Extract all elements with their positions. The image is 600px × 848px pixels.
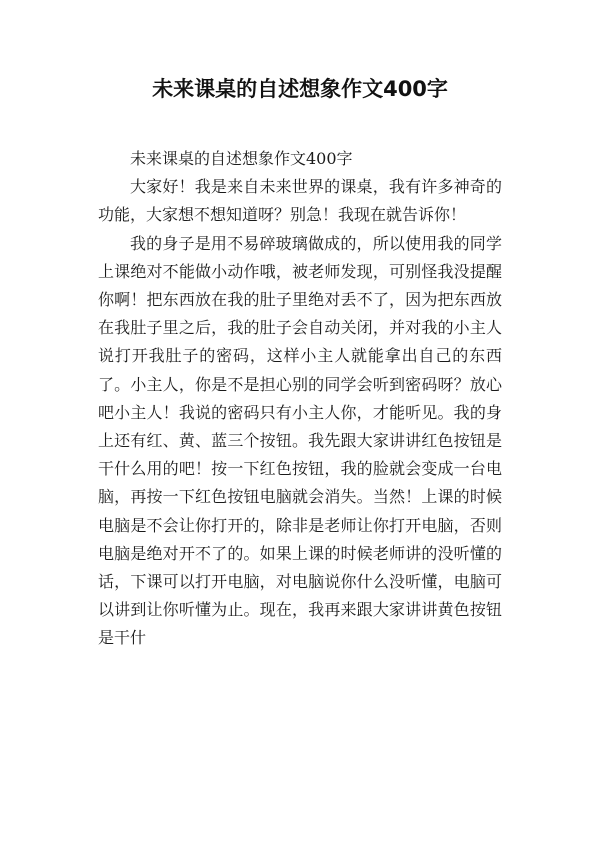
paragraph-features: 我的身子是用不易碎玻璃做成的，所以使用我的同学上课绝对不能做小动作哦，被老师发现，可别怪我没提醒你啊！把东西放在我的肚子里绝对丢不了，因为把东西放在我肚子里之后，我的肚子会自动关闭，并对我的小主人说打开我肚子的密码，这样小主人就能拿出自己的东西了。小主人，你是不是担心别的同学会听到密码呀？放心吧小主人！我说的密码只有小主人你，才能听见。我的身上还有红、黄、蓝三个按钮。我先跟大家讲讲红色按钮是干什么用的吧！按一下红色按钮，我的脸就会变成一台电脑，再按一下红色按钮电脑就会消失。当然！上课的时候电脑是不会让你打开的，除非是老师让你打开电脑，否则电脑是绝对开不了的。如果上课的时候老师讲的没听懂的话，下课可以打开电脑，对电脑说你什么没听懂，电脑可以讲到让你听懂为止。现在，我再来跟大家讲讲黄色按钮是干什 — [98, 233, 502, 648]
document-title: 未来课桌的自述想象作文400字 — [152, 77, 448, 101]
paragraph-subtitle: 未来课桌的自述想象作文400字 — [130, 149, 353, 168]
document-body — [98, 145, 502, 653]
paragraph-greeting: 大家好！我是来自未来世界的课桌，我有许多神奇的功能，大家想不想知道呀？别急！我现在就告诉你！ — [98, 177, 502, 225]
